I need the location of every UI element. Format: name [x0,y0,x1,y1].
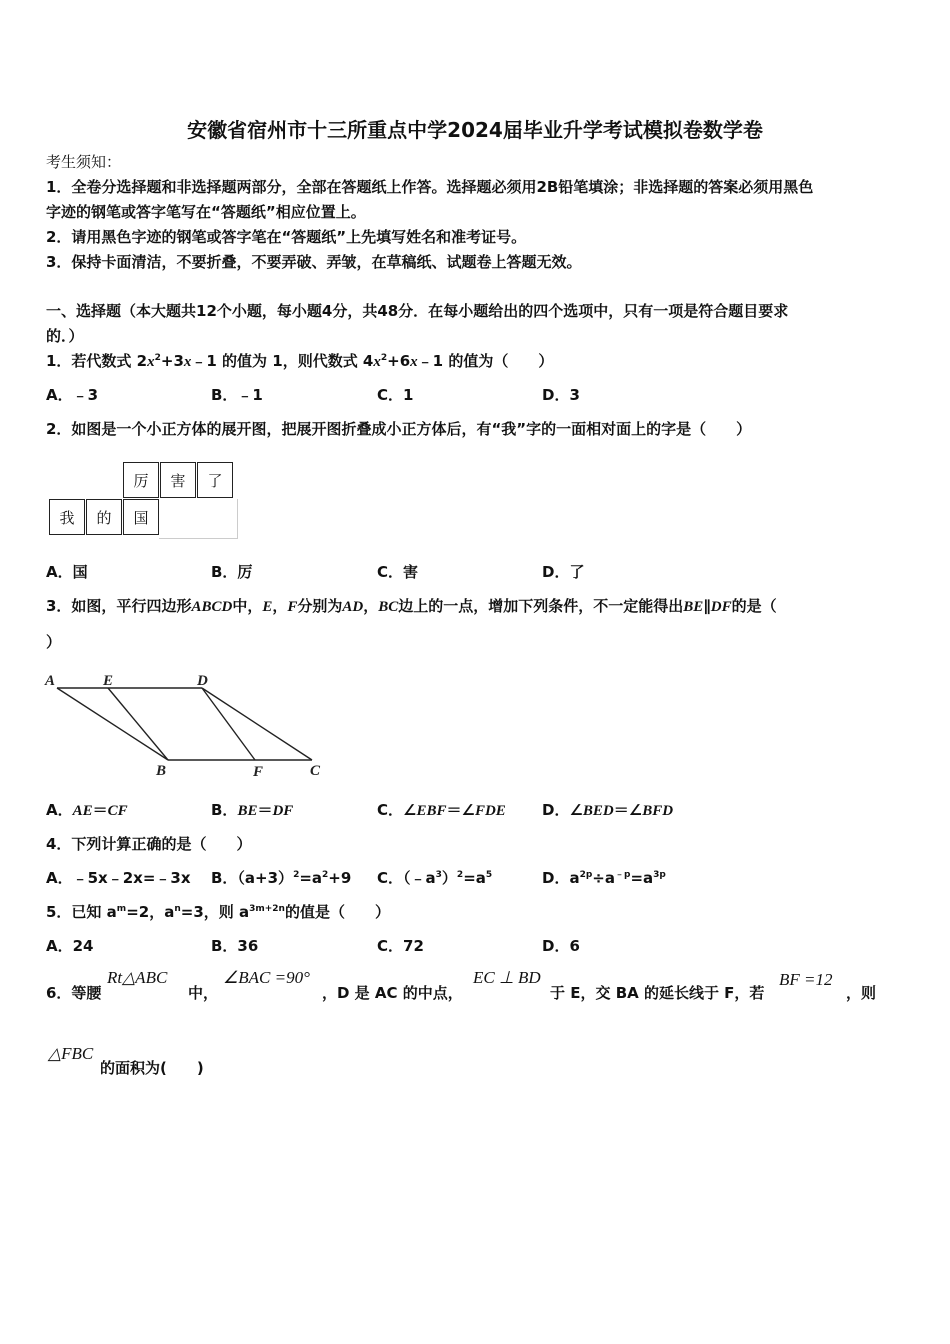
net-cell: 厉 [123,462,159,498]
q1-text: +6 [387,352,411,370]
option-exp: 3 [435,870,442,880]
question-4: 4．下列计算正确的是（ ） [46,835,252,853]
q6-text: ，D 是 AC 的中点， [322,984,463,1002]
option-exp: 2p [579,870,593,880]
option-text: C．（﹣a [377,869,436,887]
option-text: =a [463,869,486,887]
q4-option-c [377,868,492,888]
option-letter: A． [46,801,73,819]
q5-exp: m [116,904,127,914]
page-title: 安徽省宿州市十三所重点中学2024届毕业升学考试模拟卷数学卷 [187,118,763,142]
option-text: +9 [328,869,352,887]
option-text: B．（a+3） [211,869,294,887]
net-cell: 国 [123,499,159,535]
q1-option-c: C．1 [377,386,414,404]
q1-text: 1．若代数式 2 [46,352,148,370]
vertex-label-f: F [253,764,264,780]
question-5 [46,902,390,922]
q4-option-b [211,868,351,888]
segment-df [202,688,255,760]
notice-item: 2．请用黑色字迹的钢笔或答字笔在“答题纸”上先填写姓名和准考证号。 [46,228,527,246]
segment-ab [57,688,168,760]
q6-math-length: BF =12 [779,970,833,989]
option-letter: D．∠ [542,801,583,819]
vertex-label-a: A [45,673,56,689]
option-letter: C．∠ [377,801,417,819]
notice-item: 字迹的钢笔或答字笔写在“答题纸”相应位置上。 [46,203,366,221]
q6-math-perp: EC ⊥ BD [473,968,541,987]
q1-var: x [183,354,192,370]
q1-var: x [147,354,155,370]
q1-var: x [373,354,381,370]
vertex-label-e: E [103,673,114,689]
q1-text: +3 [160,352,184,370]
q5-text: =2，a [126,903,175,921]
net-cell: 害 [160,462,196,498]
option-var: FDE [474,803,506,819]
option-var: BED [582,803,614,819]
question-1 [46,351,553,372]
q3-var: F [287,599,298,615]
q5-exp: 3m+2n [249,904,285,914]
option-text: =a [299,869,323,887]
option-exp: 2 [322,870,329,880]
q2-option-d: D．了 [542,563,585,581]
vertex-label-d: D [197,673,208,689]
option-sym: ＝∠ [446,801,475,819]
option-text: =a [630,869,654,887]
option-exp: 2 [293,870,300,880]
q3-text: ∥ [703,597,711,615]
notice-item: 1．全卷分选择题和非选择题两部分，全部在答题纸上作答。选择题必须用2B铅笔填涂；非选择题的答案必须用黑色 [46,178,814,196]
q1-var: x [410,354,418,370]
question-3 [46,596,777,617]
q6-text: ，则 [846,984,877,1002]
q5-option-c: C．72 [377,937,424,955]
q3-var: AD [342,599,364,615]
q5-option-b: B．36 [211,937,259,955]
q3-option-b [211,800,293,821]
q6-text: 6．等腰 [46,984,102,1002]
q3-var: ABCD [191,599,233,615]
q1-option-b: B．﹣1 [211,386,263,404]
option-exp: ﹣p [615,870,631,880]
q3-text: 3．如图，平行四边形 [46,597,192,615]
q5-option-d: D．6 [542,937,580,955]
net-blank-area [159,499,238,539]
q2-option-b: B．厉 [211,563,253,581]
option-text: D．a [542,869,580,887]
q3-var: DF [710,599,732,615]
net-cell: 我 [49,499,85,535]
notice-item: 3．保持卡面清洁，不要折叠，不要弄破、弄皱，在草稿纸、试题卷上答题无效。 [46,253,582,271]
option-text: ÷a [592,869,615,887]
q1-exp: 2 [154,353,161,363]
option-exp: 5 [485,870,493,880]
q3-var: BC [378,599,399,615]
segment-eb [108,688,168,760]
section-heading: 一、选择题（本大题共12个小题，每小题4分，共48分．在每小题给出的四个选项中，只有一项是符合题目要求 [46,302,789,320]
q5-text: 的值是（ ） [284,903,390,921]
option-var: AE [72,803,93,819]
option-sym: ＝ [92,801,108,819]
question-2: 2．如图是一个小正方体的展开图，把展开图折叠成小正方体后，有“我”字的一面相对面上的字是（ ） [46,420,752,438]
option-exp: 2 [456,870,464,880]
segment-dc [202,688,312,760]
q1-option-a: A．﹣3 [46,386,99,404]
q6-text: 中， [188,984,219,1002]
option-sym: ＝∠ [613,801,643,819]
option-exp: 3p [653,870,666,880]
q6-math-angle: ∠BAC =90° [223,968,310,987]
q3-text: 边上的一点，增加下列条件，不一定能得出 [398,597,684,615]
vertex-label-b: B [156,763,167,779]
q3-text-cont: ） [46,633,62,651]
q3-option-a [46,800,128,821]
vertex-label-c: C [310,763,321,779]
notice-heading: 考生须知： [46,153,122,171]
option-var: CF [107,803,128,819]
q5-exp: n [174,904,181,914]
option-var: BFD [642,803,674,819]
q3-var: E [262,599,273,615]
q3-text: ， [272,597,288,615]
q3-option-d [542,800,673,821]
option-var: BE [237,803,258,819]
q1-exp: 2 [380,353,388,363]
q5-option-a: A．24 [46,937,94,955]
q1-option-d: D．3 [542,386,580,404]
q3-text: 的是（ [731,597,777,615]
option-letter: B． [211,801,238,819]
net-cell: 了 [197,462,233,498]
q5-text: =3，则 a [180,903,250,921]
q3-option-c [377,800,506,821]
q4-option-a: A．﹣5x﹣2x=﹣3x [46,869,191,887]
q5-text: 5．已知 a [46,903,117,921]
q3-text: ， [363,597,379,615]
q6-text: 的面积为( ) [100,1059,204,1077]
q2-option-c: C．害 [377,563,419,581]
parallelogram-figure [40,668,340,783]
section-heading-cont: 的．） [46,327,84,345]
q3-var: BE [683,599,704,615]
q4-option-d [542,868,666,888]
q3-text: 分别为 [297,597,343,615]
net-cell: 的 [86,499,122,535]
option-var: DF [272,803,294,819]
q3-text: 中， [232,597,263,615]
option-sym: ＝ [257,801,273,819]
q6-text: 于 E，交 BA 的延长线于 F，若 [550,984,765,1002]
q1-text: ﹣1 的值为 1，则代数式 4 [191,352,374,370]
q6-math-triangle: Rt△ABC [107,968,168,987]
option-var: EBF [416,803,447,819]
q2-option-a: A．国 [46,563,88,581]
option-text: ） [441,869,457,887]
q6-math-triangle-fbc: △FBC [48,1044,94,1063]
q1-text: ﹣1 的值为（ ） [417,352,554,370]
